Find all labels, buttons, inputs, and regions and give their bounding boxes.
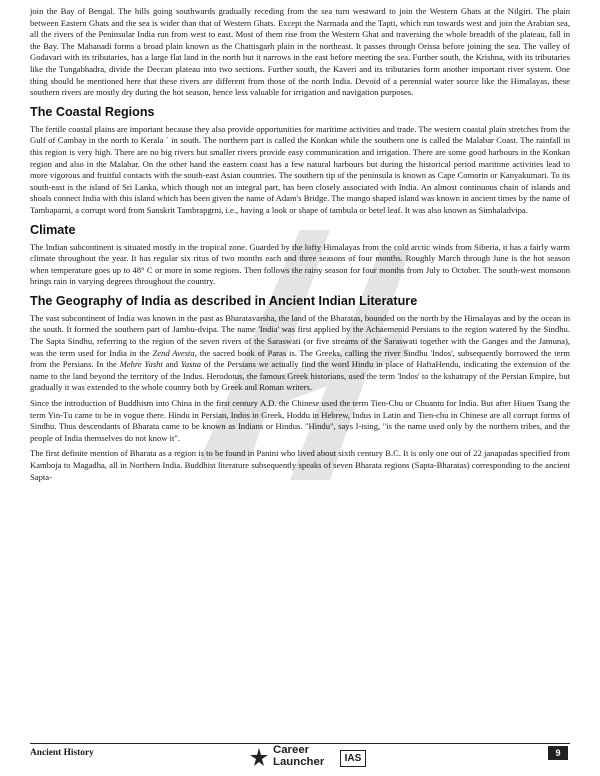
career-launcher-logo xyxy=(248,744,398,772)
italic-title-zend-avesta: Zend Avesta xyxy=(152,347,195,358)
text-run: The vast subcontinent of India was known in the past as Bharatavarsha, the land of the Bharatas, bounded on the north by the Himalayas and by the ocean in the south. It formed the southern part of Jambu-dvipa. The name 'India' was first applied by the Achaemenid Persians to the region watered by the Sindhu. The Sapta Sindhu, referring to the region of the seven rivers of the Saraswati (or five streams of the Saraswati together with the Ganges and the Jamuna), was the term used for India in the xyxy=(30,312,570,358)
logo-wordmark xyxy=(273,745,324,769)
paragraph-bharatavarsha xyxy=(30,313,570,394)
page-footer xyxy=(0,742,600,776)
logo-line-launcher: Launcher xyxy=(273,755,325,768)
logo-ias-box: IAS xyxy=(340,750,366,767)
logo-line-career: Career xyxy=(273,744,310,756)
text-run: , the sacred book of Paras is. The Greeks, calling the river Sindhu 'Indos', subsequently borrowed the term from the Persians. In the xyxy=(30,347,570,370)
text-run: of the Persians we actually find the word Hindu in place of HaftaHendu, indicating the extension of the name to the land beyond the territory of the Indus. Herodotus, the famous Greek historians, used the term 'Indos' to the kshatrapy of the Persian Empire, but gradually it was extended to the whole country both by Greek and Roman writers. xyxy=(30,359,570,393)
paragraph-peninsular-rivers: join the Bay of Bengal. The hills going southwards gradually receding from the sea turn westward to join the Western Ghats at the Nilgiri. The plain between Eastern Ghats and the sea is wider than that of Western Ghats. Except the Narmada and the Tapti, which run towards west and join the Arabian sea, all the rivers of the Peninsular India run from west to east. Most of them rise from the Western Ghat and traversing the whole breadth of the plateau, fall in the Bay. The Mahanadi forms a broad plain known as the Chattisgarh plain in the northeast. It passes through Orissa before joining the sea. The valley of Godavari with its tributaries, has a large flat land in the north but it narrows in the east before meeting the sea. Further south, the Krishna, with its tributaries like the Tungabhadra, divide the Deccan plateau into two sections. Further south, the Kaveri and its tributaries form another important river system. One thing should be mentioned here that these rivers are different from those of the north India. Devoid of a perennial water source like the Himalayas, these southern rivers are mostly dry during the hot season, hence less valuable for irrigation and navigation purposes. xyxy=(30,6,570,98)
italic-title-mehre-yasht: Mehre Yasht xyxy=(119,359,163,370)
paragraph-climate: The Indian subcontinent is situated mostly in the tropical zone. Guarded by the lofty Himalayas from the cold arctic winds from Siberia, it has a fairly warm climate throughout the year. It has regular six ritus of two months each and three seasons of four months. Roughly March through June is the hot season when temperature goes up to 48° C or more in some regions. Then follows the rainy season for four months from July to October. The south-west monsoon brings rain in varying degrees throughout the country. xyxy=(30,241,570,287)
italic-title-yasna: Yasna xyxy=(180,359,202,370)
paragraph-first-mention: The first definite mention of Bharata as a region is to be found in Panini who lived about sixth century B.C. It is only one out of 22 janapadas specified from Kamboja to Magadha, all in Northern India. Buddhist literature subsequently speaks of seven Bharata regions (Sapta-Bharatas) corresponding to the ancient Sapta- xyxy=(30,448,570,482)
launcher-flame-icon xyxy=(248,746,270,768)
paragraph-chinese-terms: Since the introduction of Buddhism into China in the first century A.D. the Chinese used the term Tien-Chu or Chuantu for India. But after Hiuen Tsang the term Yin-Tu came to be in vogue there. Hindu in Persian, Indos in Greek, Hoddu in Hebrew, Indus in Latin and Tien-chu in Chinese are all corrupt forms of Sindhu. Thus descendants of Bharata came to be known as Indians or Hindus. "Hindu", says I-tsing, "is the name used only by the northern tribes, and the people of India themselves do not know it". xyxy=(30,398,570,443)
document-page xyxy=(30,6,570,487)
footer-subject: Ancient History xyxy=(30,748,94,758)
page-number-badge: 9 xyxy=(548,746,568,760)
heading-coastal-regions: The Coastal Regions xyxy=(30,104,155,119)
text-run: and xyxy=(162,359,181,370)
paragraph-coastal-regions: The fertile coastal plains are important because they also provide opportunities for maritime activities and trade. The western coastal plain stretches from the Gulf of Cambay in the north to Kerala ` in south. The northern part is called the Konkan while the southern one is called the Malabar Coast. The rainfall in this region is very high. There are no big rivers but smaller rivers provide easy communication and irrigation. There are some good harbours in the Konkan region and also in the Malabar. On the other hand the eastern coast has a few natural harbours but during the historical period maritime activities lead to more vigorous and fruitful contacts with the south-east Asian countries. The southern tip of the peninsula is known as Cape Comorin or Kanyakumari. To its south-east is the island of Sri Lanka, which though not an integral part, has been closely associated with India. An almost continuous chain of islands and shoals connect India with this island which has been given the name of Adam's Bridge. The mango shaped island was known in ancient times by the name of Tambaparni, a corrupt word from Sanskrit Tambrapgrni, i.e., having a look or shape of tambula or betel leaf. It was also known as Simhaladvipa. xyxy=(30,123,570,215)
heading-geography-literature: The Geography of India as described in Ancient Indian Literature xyxy=(30,293,418,308)
heading-climate: Climate xyxy=(30,222,76,237)
